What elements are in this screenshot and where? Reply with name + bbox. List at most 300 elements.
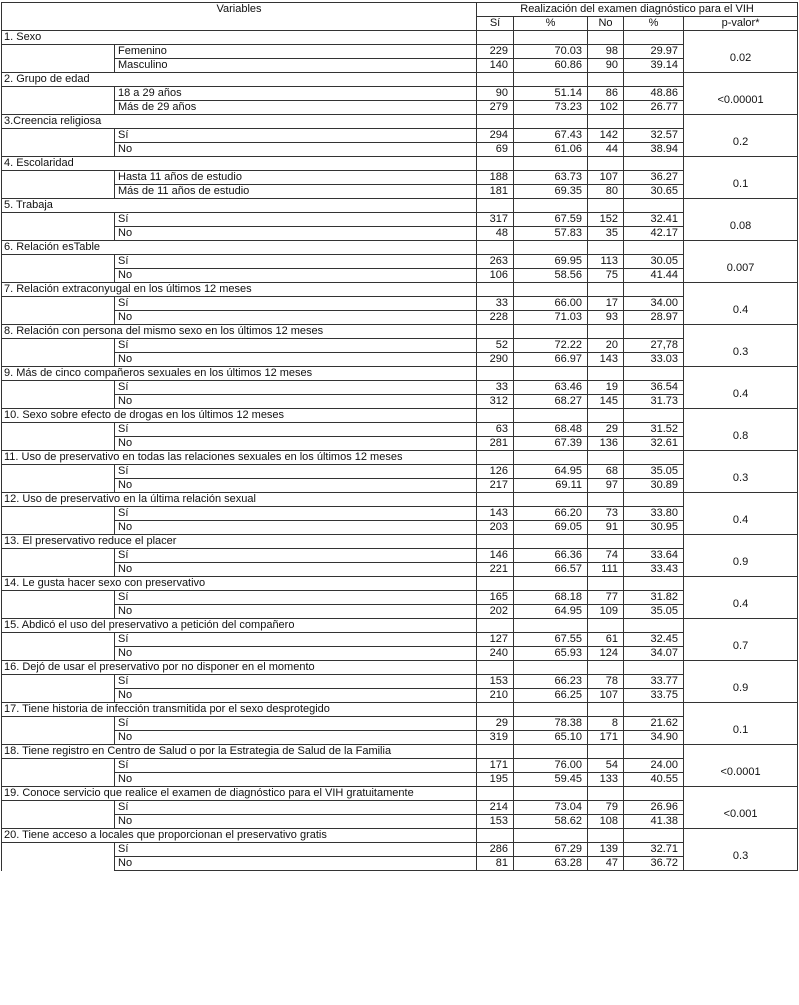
empty-cell xyxy=(477,115,514,129)
empty-cell xyxy=(514,535,588,549)
table-row xyxy=(2,143,798,157)
indent-cell xyxy=(2,213,115,227)
p-value: 0.4 xyxy=(684,577,798,619)
variable-title: 14. Le gusta hacer sexo con preservativo xyxy=(2,577,477,591)
value-no: 78 xyxy=(588,675,624,689)
category-label: Sí xyxy=(115,507,477,521)
value-no-pct: 32.41 xyxy=(624,213,684,227)
value-si-pct: 68.18 xyxy=(514,591,588,605)
value-si: 312 xyxy=(477,395,514,409)
category-label: Sí xyxy=(115,675,477,689)
table-row xyxy=(2,227,798,241)
empty-cell xyxy=(588,31,624,45)
value-no-pct: 30.65 xyxy=(624,185,684,199)
category-label: No xyxy=(115,395,477,409)
value-no: 107 xyxy=(588,689,624,703)
empty-cell xyxy=(477,493,514,507)
value-no: 29 xyxy=(588,423,624,437)
group-title-row xyxy=(2,745,798,759)
value-no: 80 xyxy=(588,185,624,199)
empty-cell xyxy=(624,241,684,255)
value-si: 146 xyxy=(477,549,514,563)
empty-cell xyxy=(477,31,514,45)
value-no: 142 xyxy=(588,129,624,143)
empty-cell xyxy=(514,745,588,759)
value-no: 97 xyxy=(588,479,624,493)
value-si-pct: 70.03 xyxy=(514,45,588,59)
indent-cell xyxy=(2,563,115,577)
col-no-pct-header: % xyxy=(624,17,684,31)
empty-cell xyxy=(477,661,514,675)
category-label: Más de 11 años de estudio xyxy=(115,185,477,199)
value-si-pct: 72.22 xyxy=(514,339,588,353)
value-si: 203 xyxy=(477,521,514,535)
value-no-pct: 36.72 xyxy=(624,857,684,871)
value-si: 33 xyxy=(477,297,514,311)
empty-cell xyxy=(624,661,684,675)
category-label: Sí xyxy=(115,255,477,269)
table-row xyxy=(2,311,798,325)
category-label: No xyxy=(115,479,477,493)
value-no-pct: 33.75 xyxy=(624,689,684,703)
value-no: 77 xyxy=(588,591,624,605)
empty-cell xyxy=(624,619,684,633)
value-no-pct: 32.71 xyxy=(624,843,684,857)
empty-cell xyxy=(514,661,588,675)
value-no-pct: 33.43 xyxy=(624,563,684,577)
indent-cell xyxy=(2,591,115,605)
empty-cell xyxy=(588,283,624,297)
indent-cell xyxy=(2,465,115,479)
indent-cell xyxy=(2,675,115,689)
empty-cell xyxy=(624,367,684,381)
p-value: 0.3 xyxy=(684,325,798,367)
table-row xyxy=(2,437,798,451)
variable-title: 1. Sexo xyxy=(2,31,477,45)
indent-cell xyxy=(2,227,115,241)
category-label: No xyxy=(115,815,477,829)
value-si: 106 xyxy=(477,269,514,283)
value-no-pct: 26.77 xyxy=(624,101,684,115)
value-no: 17 xyxy=(588,297,624,311)
empty-cell xyxy=(477,577,514,591)
indent-cell xyxy=(2,353,115,367)
value-si-pct: 69.35 xyxy=(514,185,588,199)
empty-cell xyxy=(588,451,624,465)
value-no-pct: 24.00 xyxy=(624,759,684,773)
category-label: Sí xyxy=(115,465,477,479)
empty-cell xyxy=(624,409,684,423)
table-row xyxy=(2,129,798,143)
variable-title: 9. Más de cinco compañeros sexuales en los últimos 12 meses xyxy=(2,367,477,381)
table-row xyxy=(2,479,798,493)
value-si: 29 xyxy=(477,717,514,731)
value-si-pct: 78.38 xyxy=(514,717,588,731)
results-table xyxy=(1,2,798,871)
empty-cell xyxy=(624,745,684,759)
variable-title: 17. Tiene historia de infección transmitida por el sexo desprotegido xyxy=(2,703,477,717)
value-no: 74 xyxy=(588,549,624,563)
value-no: 152 xyxy=(588,213,624,227)
p-value: <0.001 xyxy=(684,787,798,829)
p-value: <0.00001 xyxy=(684,73,798,115)
table-row xyxy=(2,353,798,367)
indent-cell xyxy=(2,87,115,101)
value-si-pct: 71.03 xyxy=(514,311,588,325)
value-si-pct: 64.95 xyxy=(514,605,588,619)
empty-cell xyxy=(514,241,588,255)
value-no-pct: 42.17 xyxy=(624,227,684,241)
value-si: 143 xyxy=(477,507,514,521)
col-pvalue-header: p-valor* xyxy=(684,17,798,31)
value-si-pct: 57.83 xyxy=(514,227,588,241)
category-label: Sí xyxy=(115,843,477,857)
value-si: 286 xyxy=(477,843,514,857)
group-title-row xyxy=(2,661,798,675)
table-row xyxy=(2,801,798,815)
value-si: 165 xyxy=(477,591,514,605)
value-no-pct: 35.05 xyxy=(624,605,684,619)
table-row xyxy=(2,171,798,185)
header-row-1 xyxy=(2,3,798,17)
empty-cell xyxy=(477,703,514,717)
empty-cell xyxy=(514,325,588,339)
value-no: 35 xyxy=(588,227,624,241)
value-si: 214 xyxy=(477,801,514,815)
variable-title: 10. Sexo sobre efecto de drogas en los últimos 12 meses xyxy=(2,409,477,423)
indent-cell xyxy=(2,773,115,787)
indent-cell xyxy=(2,185,115,199)
value-si: 229 xyxy=(477,45,514,59)
table-row xyxy=(2,759,798,773)
table-row xyxy=(2,381,798,395)
category-label: No xyxy=(115,521,477,535)
value-no-pct: 41.44 xyxy=(624,269,684,283)
value-si: 153 xyxy=(477,675,514,689)
indent-cell xyxy=(2,759,115,773)
p-value: 0.9 xyxy=(684,535,798,577)
empty-cell xyxy=(477,745,514,759)
empty-cell xyxy=(588,535,624,549)
value-si: 140 xyxy=(477,59,514,73)
indent-cell xyxy=(2,717,115,731)
table-row xyxy=(2,269,798,283)
value-si-pct: 66.20 xyxy=(514,507,588,521)
value-si: 279 xyxy=(477,101,514,115)
empty-cell xyxy=(624,577,684,591)
value-si-pct: 66.97 xyxy=(514,353,588,367)
value-si-pct: 64.95 xyxy=(514,465,588,479)
indent-cell xyxy=(2,297,115,311)
table-row xyxy=(2,815,798,829)
category-label: No xyxy=(115,269,477,283)
empty-cell xyxy=(588,115,624,129)
category-label: Sí xyxy=(115,129,477,143)
category-label: Sí xyxy=(115,759,477,773)
p-value: 0.3 xyxy=(684,829,798,871)
empty-cell xyxy=(624,325,684,339)
value-no-pct: 40.55 xyxy=(624,773,684,787)
category-label: Sí xyxy=(115,381,477,395)
value-no: 44 xyxy=(588,143,624,157)
value-si: 188 xyxy=(477,171,514,185)
value-no: 143 xyxy=(588,353,624,367)
empty-cell xyxy=(588,493,624,507)
group-title-row xyxy=(2,31,798,45)
value-si-pct: 69.95 xyxy=(514,255,588,269)
indent-cell xyxy=(2,479,115,493)
table-row xyxy=(2,185,798,199)
value-si: 210 xyxy=(477,689,514,703)
indent-cell xyxy=(2,633,115,647)
value-si-pct: 73.04 xyxy=(514,801,588,815)
table-row xyxy=(2,339,798,353)
empty-cell xyxy=(624,73,684,87)
indent-cell xyxy=(2,311,115,325)
category-label: Sí xyxy=(115,339,477,353)
indent-cell xyxy=(2,731,115,745)
empty-cell xyxy=(477,829,514,843)
empty-cell xyxy=(514,787,588,801)
category-label: No xyxy=(115,143,477,157)
category-label: No xyxy=(115,857,477,871)
table-row xyxy=(2,507,798,521)
indent-cell xyxy=(2,801,115,815)
table-row xyxy=(2,857,798,871)
value-si-pct: 76.00 xyxy=(514,759,588,773)
group-title-row xyxy=(2,241,798,255)
indent-cell xyxy=(2,395,115,409)
indent-cell xyxy=(2,423,115,437)
empty-cell xyxy=(477,409,514,423)
value-si: 290 xyxy=(477,353,514,367)
value-si: 319 xyxy=(477,731,514,745)
group-title-row xyxy=(2,73,798,87)
value-no: 20 xyxy=(588,339,624,353)
indent-cell xyxy=(2,815,115,829)
p-value: 0.2 xyxy=(684,115,798,157)
indent-cell xyxy=(2,269,115,283)
value-no-pct: 35.05 xyxy=(624,465,684,479)
category-label: Más de 29 años xyxy=(115,101,477,115)
empty-cell xyxy=(514,199,588,213)
value-si: 263 xyxy=(477,255,514,269)
value-no-pct: 32.45 xyxy=(624,633,684,647)
p-value: 0.02 xyxy=(684,31,798,73)
empty-cell xyxy=(624,451,684,465)
empty-cell xyxy=(588,661,624,675)
indent-cell xyxy=(2,59,115,73)
variable-title: 8. Relación con persona del mismo sexo en los últimos 12 meses xyxy=(2,325,477,339)
empty-cell xyxy=(514,409,588,423)
value-si: 240 xyxy=(477,647,514,661)
category-label: No xyxy=(115,227,477,241)
value-no-pct: 29.97 xyxy=(624,45,684,59)
variable-title: 3.Creencia religiosa xyxy=(2,115,477,129)
empty-cell xyxy=(588,241,624,255)
value-si: 294 xyxy=(477,129,514,143)
value-no: 124 xyxy=(588,647,624,661)
value-si-pct: 66.36 xyxy=(514,549,588,563)
value-no: 107 xyxy=(588,171,624,185)
indent-cell xyxy=(2,521,115,535)
group-title-row xyxy=(2,115,798,129)
group-title-row xyxy=(2,409,798,423)
table-row xyxy=(2,731,798,745)
category-label: Sí xyxy=(115,549,477,563)
value-no: 109 xyxy=(588,605,624,619)
empty-cell xyxy=(477,157,514,171)
empty-cell xyxy=(624,493,684,507)
value-si-pct: 63.28 xyxy=(514,857,588,871)
value-si: 221 xyxy=(477,563,514,577)
category-label: No xyxy=(115,311,477,325)
value-si: 281 xyxy=(477,437,514,451)
category-label: No xyxy=(115,731,477,745)
empty-cell xyxy=(514,157,588,171)
value-no-pct: 34.00 xyxy=(624,297,684,311)
value-no-pct: 28.97 xyxy=(624,311,684,325)
value-no-pct: 34.07 xyxy=(624,647,684,661)
variable-title: 5. Trabaja xyxy=(2,199,477,213)
indent-cell xyxy=(2,339,115,353)
category-label: Sí xyxy=(115,423,477,437)
variable-title: 13. El preservativo reduce el placer xyxy=(2,535,477,549)
value-si-pct: 68.48 xyxy=(514,423,588,437)
category-label: Hasta 11 años de estudio xyxy=(115,171,477,185)
value-no-pct: 32.61 xyxy=(624,437,684,451)
value-no: 54 xyxy=(588,759,624,773)
category-label: No xyxy=(115,647,477,661)
value-no: 102 xyxy=(588,101,624,115)
value-no: 93 xyxy=(588,311,624,325)
group-title-row xyxy=(2,325,798,339)
table-row xyxy=(2,59,798,73)
empty-cell xyxy=(477,199,514,213)
p-value: 0.8 xyxy=(684,409,798,451)
indent-cell xyxy=(2,857,115,871)
value-no-pct: 33.77 xyxy=(624,675,684,689)
variable-title: 19. Conoce servicio que realice el examen de diagnóstico para el VIH gratuitamente xyxy=(2,787,477,801)
empty-cell xyxy=(624,829,684,843)
value-si-pct: 59.45 xyxy=(514,773,588,787)
table-row xyxy=(2,647,798,661)
value-no: 113 xyxy=(588,255,624,269)
value-si: 228 xyxy=(477,311,514,325)
value-no: 139 xyxy=(588,843,624,857)
empty-cell xyxy=(624,115,684,129)
group-title-row xyxy=(2,619,798,633)
empty-cell xyxy=(514,31,588,45)
indent-cell xyxy=(2,255,115,269)
value-no: 90 xyxy=(588,59,624,73)
table-row xyxy=(2,689,798,703)
p-value: 0.08 xyxy=(684,199,798,241)
empty-cell xyxy=(588,409,624,423)
value-si: 181 xyxy=(477,185,514,199)
value-si: 63 xyxy=(477,423,514,437)
table-row xyxy=(2,395,798,409)
table-row xyxy=(2,255,798,269)
value-si-pct: 67.43 xyxy=(514,129,588,143)
value-si-pct: 66.00 xyxy=(514,297,588,311)
empty-cell xyxy=(477,367,514,381)
value-no: 98 xyxy=(588,45,624,59)
group-title-row xyxy=(2,283,798,297)
value-no: 68 xyxy=(588,465,624,479)
value-si-pct: 69.05 xyxy=(514,521,588,535)
value-si-pct: 51.14 xyxy=(514,87,588,101)
table-row xyxy=(2,563,798,577)
group-title-row xyxy=(2,829,798,843)
indent-cell xyxy=(2,129,115,143)
value-no-pct: 30.05 xyxy=(624,255,684,269)
empty-cell xyxy=(477,451,514,465)
value-no-pct: 27,78 xyxy=(624,339,684,353)
value-si: 81 xyxy=(477,857,514,871)
table-row xyxy=(2,87,798,101)
value-si-pct: 66.23 xyxy=(514,675,588,689)
table-row xyxy=(2,101,798,115)
group-title-row xyxy=(2,493,798,507)
value-si-pct: 66.25 xyxy=(514,689,588,703)
group-title-row xyxy=(2,157,798,171)
variable-title: 2. Grupo de edad xyxy=(2,73,477,87)
value-no: 133 xyxy=(588,773,624,787)
variable-title: 15. Abdicó el uso del preservativo a petición del compañero xyxy=(2,619,477,633)
value-no: 73 xyxy=(588,507,624,521)
category-label: Sí xyxy=(115,633,477,647)
indent-cell xyxy=(2,437,115,451)
value-si: 52 xyxy=(477,339,514,353)
value-si-pct: 65.93 xyxy=(514,647,588,661)
value-si: 127 xyxy=(477,633,514,647)
empty-cell xyxy=(477,325,514,339)
empty-cell xyxy=(588,157,624,171)
indent-cell xyxy=(2,381,115,395)
value-no-pct: 41.38 xyxy=(624,815,684,829)
category-label: Sí xyxy=(115,717,477,731)
value-si: 48 xyxy=(477,227,514,241)
value-si: 69 xyxy=(477,143,514,157)
category-label: Sí xyxy=(115,297,477,311)
category-label: Femenino xyxy=(115,45,477,59)
value-no-pct: 33.64 xyxy=(624,549,684,563)
category-label: Sí xyxy=(115,213,477,227)
table-row xyxy=(2,605,798,619)
value-no-pct: 33.80 xyxy=(624,507,684,521)
p-value: 0.4 xyxy=(684,367,798,409)
value-no: 145 xyxy=(588,395,624,409)
value-no: 75 xyxy=(588,269,624,283)
value-no: 79 xyxy=(588,801,624,815)
value-si: 126 xyxy=(477,465,514,479)
value-si-pct: 58.56 xyxy=(514,269,588,283)
empty-cell xyxy=(514,493,588,507)
value-si-pct: 69.11 xyxy=(514,479,588,493)
table-row xyxy=(2,213,798,227)
empty-cell xyxy=(588,73,624,87)
empty-cell xyxy=(514,367,588,381)
empty-cell xyxy=(514,619,588,633)
value-si-pct: 63.46 xyxy=(514,381,588,395)
value-no: 47 xyxy=(588,857,624,871)
p-value: 0.1 xyxy=(684,703,798,745)
value-no-pct: 48.86 xyxy=(624,87,684,101)
indent-cell xyxy=(2,507,115,521)
p-value: 0.9 xyxy=(684,661,798,703)
category-label: Sí xyxy=(115,801,477,815)
